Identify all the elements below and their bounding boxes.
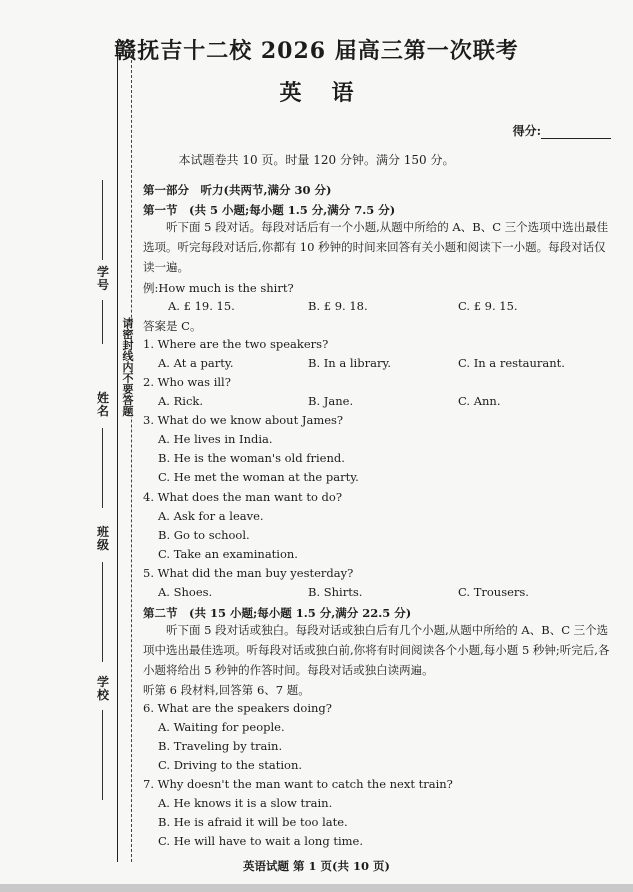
name-blank [102,428,103,508]
exam-info: 本试题卷共 10 页。时量 120 分钟。满分 150 分。 [178,153,455,167]
q2-option-c: C. Ann. [458,394,501,408]
name-label: 姓名 [96,391,109,418]
page-footer: 英语试题 第 1 页(共 10 页) [243,859,390,873]
seal-notice: 请密封线内不要答题 [122,317,134,418]
q1-option-a: A. At a party. [158,356,234,370]
example-option-b: B. £ 9. 18. [308,299,368,313]
q5-option-b: B. Shirts. [308,585,363,599]
question-6: 6. What are the speakers doing? [143,701,332,715]
example-question: 例:How much is the shirt? [143,281,294,295]
exam-title: 赣抚吉十二校 2026 届高三第一次联考 [114,38,519,64]
question-7: 7. Why doesn't the man want to catch the next train? [143,777,453,791]
question-3: 3. What do we know about James? [143,413,344,427]
class-blank [102,562,103,662]
section2-directions: 听下面 5 段对话或独白。每段对话或独白后有几个小题,从题中所给的 A、B、C 三个选项中选出最佳选项。听每段对话或独白前,你将有时间阅读各个小题,每小题 5 秒钟;听完后,各小题将给出 5 秒钟的作答时间。每段对话或独白读两遍。 [143,623,610,677]
q5-option-a: A. Shoes. [158,585,213,599]
q3-option-c: C. He met the woman at the party. [158,470,359,484]
q6-option-b: B. Traveling by train. [158,739,283,753]
school-blank [102,710,103,800]
student-number-blank [102,180,103,260]
example-option-a: A. £ 19. 15. [168,299,235,313]
part1-heading: 第一部分 听力(共两节,满分 30 分) [143,183,332,197]
material-6-instruction: 听第 6 段材料,回答第 6、7 题。 [143,683,310,697]
question-4: 4. What does the man want to do? [143,490,342,504]
score-field [513,122,611,139]
q2-option-b: B. Jane. [308,394,354,408]
q7-option-a: A. He knows it is a slow train. [158,796,333,810]
scan-bottom-edge [0,884,633,892]
q3-option-b: B. He is the woman's old friend. [158,451,345,465]
q2-option-a: A. Rick. [158,394,204,408]
question-1: 1. Where are the two speakers? [143,337,329,351]
student-number-label: 学号 [96,265,109,292]
class-label: 班级 [96,525,109,552]
section2-heading: 第二节 (共 15 小题;每小题 1.5 分,满分 22.5 分) [143,606,412,620]
example-answer: 答案是 C。 [143,319,202,333]
score-blank [541,126,611,139]
q6-option-a: A. Waiting for people. [158,720,285,734]
q1-option-b: B. In a library. [308,356,392,370]
q1-option-c: C. In a restaurant. [458,356,565,370]
q4-option-a: A. Ask for a leave. [158,509,264,523]
example-option-c: C. £ 9. 15. [458,299,518,313]
section1-heading: 第一节 (共 5 小题;每小题 1.5 分,满分 7.5 分) [143,203,396,217]
score-label: 得分: [512,124,541,138]
q7-option-c: C. He will have to wait a long time. [158,834,364,848]
school-label: 学校 [96,675,109,702]
q7-option-b: B. He is afraid it will be too late. [158,815,348,829]
q3-option-a: A. He lives in India. [158,432,273,446]
q6-option-c: C. Driving to the station. [158,758,303,772]
q4-option-c: C. Take an examination. [158,547,298,561]
q5-option-c: C. Trousers. [458,585,529,599]
question-2: 2. Who was ill? [143,375,231,389]
q4-option-b: B. Go to school. [158,528,250,542]
subject-title: 英语 [279,80,384,106]
section1-directions: 听下面 5 段对话。每段对话后有一个小题,从题中所给的 A、B、C 三个选项中选出最佳选项。听完每段对话后,你都有 10 秒钟的时间来回答有关小题和阅读下一小题。每段对话仅读一遍。 [143,220,609,274]
question-5: 5. What did the man buy yesterday? [143,566,354,580]
student-number-blank-2 [102,300,103,344]
